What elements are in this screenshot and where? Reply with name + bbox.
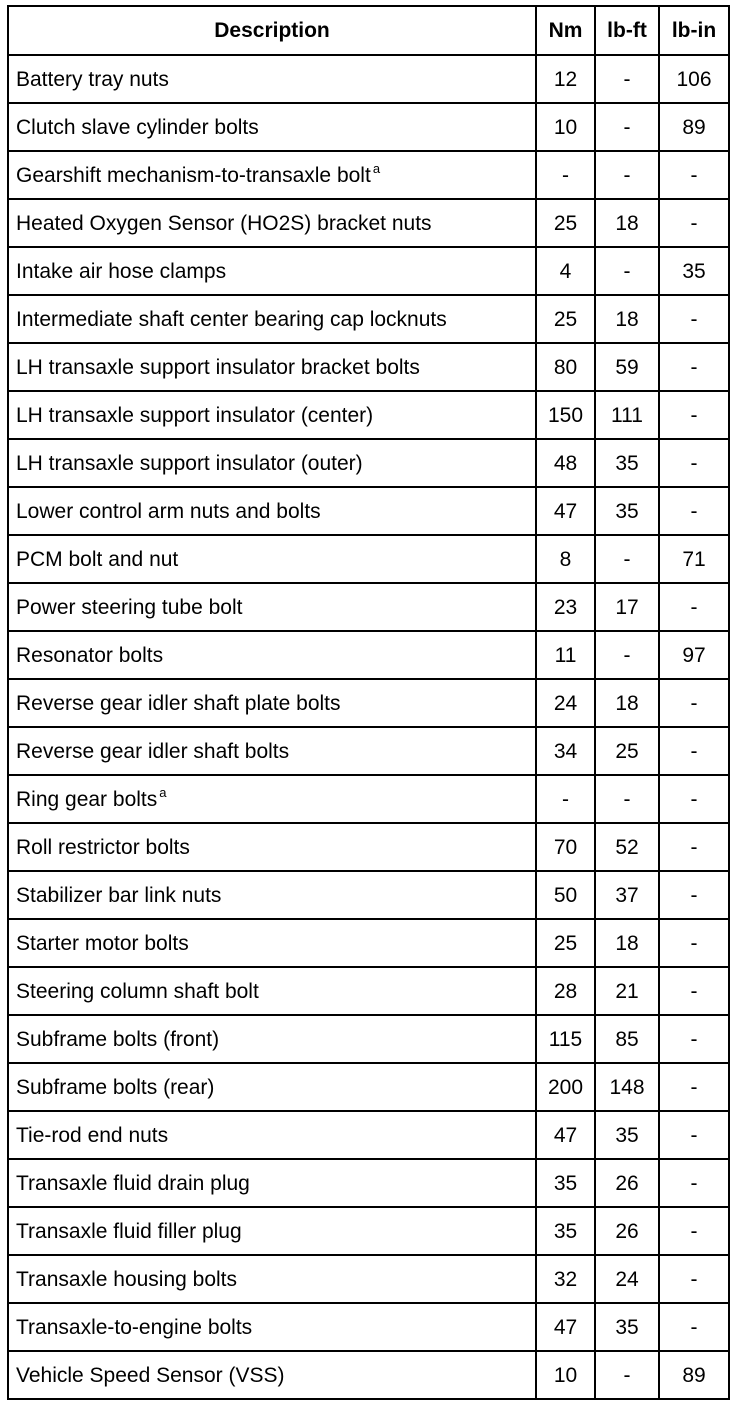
lb-in-cell: -: [659, 1207, 729, 1255]
nm-cell: 200: [536, 1063, 595, 1111]
description-text: PCM bolt and nut: [16, 547, 179, 571]
description-text: Starter motor bolts: [16, 931, 189, 955]
table-row: [8, 775, 729, 823]
lb-ft-cell: 59: [595, 343, 659, 391]
description-text: Battery tray nuts: [16, 67, 169, 91]
lb-ft-cell: 35: [595, 487, 659, 535]
lb-ft-cell: 25: [595, 727, 659, 775]
description-text: LH transaxle support insulator bracket bolts: [16, 355, 420, 379]
description-cell: [8, 1207, 536, 1255]
table-row: [8, 247, 729, 295]
nm-cell: 23: [536, 583, 595, 631]
description-text: Subframe bolts (front): [16, 1027, 220, 1051]
description-cell: [8, 151, 536, 199]
lb-ft-cell: 85: [595, 1015, 659, 1063]
nm-cell: 47: [536, 1111, 595, 1159]
description-cell: [8, 1111, 536, 1159]
description-cell: [8, 1159, 536, 1207]
lb-ft-cell: 17: [595, 583, 659, 631]
description-cell: [8, 1303, 536, 1351]
table-row: [8, 103, 729, 151]
lb-in-cell: 89: [659, 103, 729, 151]
description-cell: [8, 439, 536, 487]
table-row: [8, 1351, 729, 1399]
header-nm: Nm: [536, 6, 595, 55]
lb-ft-cell: -: [595, 247, 659, 295]
table-row: [8, 295, 729, 343]
header-description: Description: [8, 6, 536, 55]
lb-ft-cell: 52: [595, 823, 659, 871]
description-cell: [8, 343, 536, 391]
nm-cell: 24: [536, 679, 595, 727]
lb-in-cell: -: [659, 199, 729, 247]
lb-ft-cell: 26: [595, 1159, 659, 1207]
description-text: Transaxle housing bolts: [16, 1267, 238, 1291]
description-text: Reverse gear idler shaft bolts: [16, 739, 290, 763]
nm-cell: 12: [536, 55, 595, 103]
lb-in-cell: -: [659, 1159, 729, 1207]
nm-cell: 50: [536, 871, 595, 919]
lb-in-cell: -: [659, 151, 729, 199]
table-row: [8, 679, 729, 727]
header-lb-ft: lb-ft: [595, 6, 659, 55]
lb-in-cell: -: [659, 1303, 729, 1351]
table-row: [8, 967, 729, 1015]
lb-in-cell: -: [659, 919, 729, 967]
description-text: Lower control arm nuts and bolts: [16, 499, 321, 523]
lb-in-cell: 71: [659, 535, 729, 583]
lb-ft-cell: 21: [595, 967, 659, 1015]
table-row: [8, 1303, 729, 1351]
nm-cell: 28: [536, 967, 595, 1015]
nm-cell: 150: [536, 391, 595, 439]
table-row: [8, 55, 729, 103]
lb-ft-cell: 18: [595, 199, 659, 247]
description-cell: [8, 919, 536, 967]
description-cell: [8, 487, 536, 535]
description-cell: [8, 775, 536, 823]
lb-in-cell: -: [659, 1111, 729, 1159]
lb-in-cell: -: [659, 775, 729, 823]
lb-in-cell: -: [659, 871, 729, 919]
lb-ft-cell: -: [595, 1351, 659, 1399]
nm-cell: 48: [536, 439, 595, 487]
lb-ft-cell: 148: [595, 1063, 659, 1111]
lb-in-cell: -: [659, 487, 729, 535]
lb-ft-cell: -: [595, 535, 659, 583]
description-text: Steering column shaft bolt: [16, 979, 259, 1003]
nm-cell: 8: [536, 535, 595, 583]
description-cell: [8, 823, 536, 871]
nm-cell: 70: [536, 823, 595, 871]
lb-in-cell: -: [659, 583, 729, 631]
nm-cell: 25: [536, 919, 595, 967]
table-row: [8, 1063, 729, 1111]
description-text: Stabilizer bar link nuts: [16, 883, 222, 907]
nm-cell: 115: [536, 1015, 595, 1063]
table-row: [8, 1111, 729, 1159]
nm-cell: 47: [536, 487, 595, 535]
description-text: LH transaxle support insulator (center): [16, 403, 374, 427]
lb-ft-cell: 35: [595, 1111, 659, 1159]
lb-in-cell: -: [659, 1015, 729, 1063]
description-text: Roll restrictor bolts: [16, 835, 190, 859]
table-row: [8, 583, 729, 631]
description-text: Intermediate shaft center bearing cap locknuts: [16, 307, 447, 331]
description-text: Gearshift mechanism-to-transaxle bolt: [16, 163, 371, 187]
description-text: LH transaxle support insulator (outer): [16, 451, 363, 475]
lb-ft-cell: 18: [595, 919, 659, 967]
description-text: Transaxle-to-engine bolts: [16, 1315, 253, 1339]
lb-in-cell: -: [659, 295, 729, 343]
lb-in-cell: 35: [659, 247, 729, 295]
lb-in-cell: -: [659, 391, 729, 439]
nm-cell: -: [536, 151, 595, 199]
nm-cell: 25: [536, 295, 595, 343]
description-cell: [8, 1351, 536, 1399]
lb-in-cell: -: [659, 1063, 729, 1111]
nm-cell: 34: [536, 727, 595, 775]
table-row: [8, 1255, 729, 1303]
description-cell: [8, 631, 536, 679]
description-cell: [8, 535, 536, 583]
lb-ft-cell: 111: [595, 391, 659, 439]
description-cell: [8, 871, 536, 919]
nm-cell: 25: [536, 199, 595, 247]
table-row: [8, 1015, 729, 1063]
table-row: [8, 871, 729, 919]
nm-cell: 32: [536, 1255, 595, 1303]
description-cell: [8, 1255, 536, 1303]
table-row: [8, 919, 729, 967]
description-text: Resonator bolts: [16, 643, 164, 667]
table-row: [8, 631, 729, 679]
description-cell: [8, 199, 536, 247]
table-row: [8, 151, 729, 199]
lb-in-cell: -: [659, 967, 729, 1015]
lb-ft-cell: -: [595, 151, 659, 199]
description-text: Subframe bolts (rear): [16, 1075, 215, 1099]
table-row: [8, 535, 729, 583]
description-text: Power steering tube bolt: [16, 595, 243, 619]
table-row: [8, 1159, 729, 1207]
header-row: [8, 6, 729, 55]
description-cell: [8, 295, 536, 343]
nm-cell: 80: [536, 343, 595, 391]
table-body: [8, 55, 729, 1399]
nm-cell: -: [536, 775, 595, 823]
lb-in-cell: -: [659, 679, 729, 727]
nm-cell: 47: [536, 1303, 595, 1351]
lb-ft-cell: -: [595, 631, 659, 679]
table-row: [8, 439, 729, 487]
lb-ft-cell: 26: [595, 1207, 659, 1255]
header-lb-in: lb-in: [659, 6, 729, 55]
lb-in-cell: -: [659, 823, 729, 871]
nm-cell: 10: [536, 1351, 595, 1399]
table-row: [8, 391, 729, 439]
description-cell: [8, 967, 536, 1015]
description-text: Transaxle fluid drain plug: [16, 1171, 250, 1195]
lb-ft-cell: 35: [595, 439, 659, 487]
description-text: Ring gear bolts: [16, 787, 158, 811]
description-cell: [8, 391, 536, 439]
nm-cell: 35: [536, 1159, 595, 1207]
footnote-marker: a: [372, 160, 381, 176]
description-cell: [8, 55, 536, 103]
lb-ft-cell: 24: [595, 1255, 659, 1303]
description-text: Heated Oxygen Sensor (HO2S) bracket nuts: [16, 211, 432, 235]
lb-ft-cell: -: [595, 103, 659, 151]
lb-in-cell: 97: [659, 631, 729, 679]
description-text: Vehicle Speed Sensor (VSS): [16, 1363, 285, 1387]
table-row: [8, 1207, 729, 1255]
table-row: [8, 823, 729, 871]
description-cell: [8, 1063, 536, 1111]
table-row: [8, 343, 729, 391]
footnote-marker: a: [159, 784, 167, 800]
table-row: [8, 199, 729, 247]
lb-ft-cell: 18: [595, 679, 659, 727]
lb-ft-cell: 37: [595, 871, 659, 919]
lb-in-cell: -: [659, 1255, 729, 1303]
table-header: [8, 6, 729, 55]
table-row: [8, 487, 729, 535]
table-row: [8, 727, 729, 775]
lb-in-cell: -: [659, 439, 729, 487]
torque-specification-table: [7, 5, 730, 1400]
nm-cell: 10: [536, 103, 595, 151]
lb-in-cell: 89: [659, 1351, 729, 1399]
lb-ft-cell: 18: [595, 295, 659, 343]
description-cell: [8, 583, 536, 631]
description-text: Clutch slave cylinder bolts: [16, 115, 259, 139]
description-cell: [8, 103, 536, 151]
description-text: Tie-rod end nuts: [16, 1123, 169, 1147]
description-cell: [8, 679, 536, 727]
description-text: Intake air hose clamps: [16, 259, 227, 283]
description-cell: [8, 1015, 536, 1063]
description-cell: [8, 247, 536, 295]
lb-ft-cell: -: [595, 55, 659, 103]
description-text: Transaxle fluid filler plug: [16, 1219, 242, 1243]
lb-ft-cell: -: [595, 775, 659, 823]
description-text: Reverse gear idler shaft plate bolts: [16, 691, 341, 715]
nm-cell: 35: [536, 1207, 595, 1255]
description-cell: [8, 727, 536, 775]
nm-cell: 4: [536, 247, 595, 295]
lb-in-cell: 106: [659, 55, 729, 103]
lb-in-cell: -: [659, 343, 729, 391]
lb-in-cell: -: [659, 727, 729, 775]
nm-cell: 11: [536, 631, 595, 679]
lb-ft-cell: 35: [595, 1303, 659, 1351]
